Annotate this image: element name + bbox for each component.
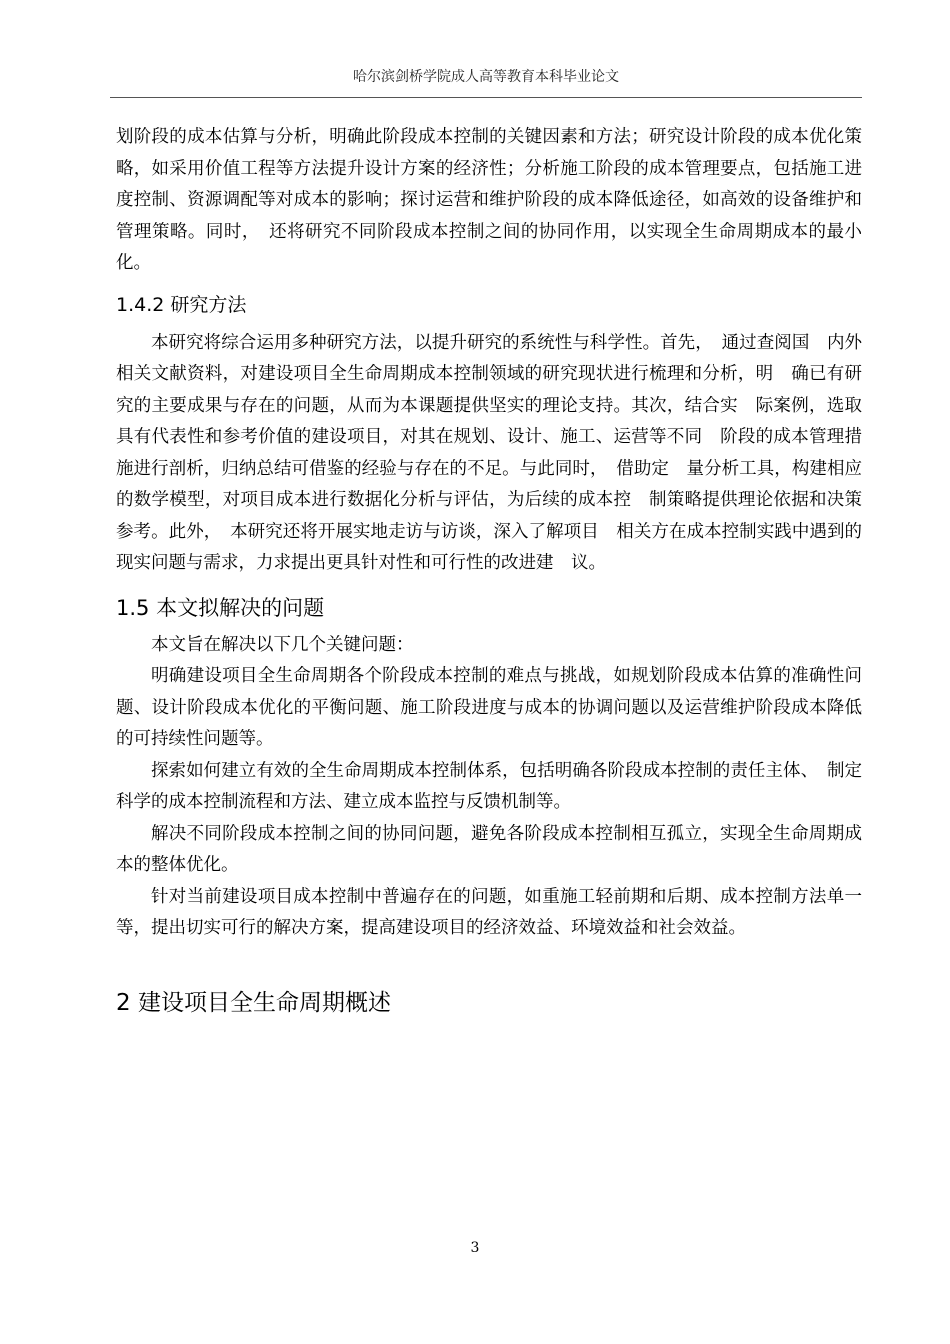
paragraph-1: 划阶段的成本估算与分析，明确此阶段成本控制的关键因素和方法；研究设计阶段的成本优化策略，如采用价值工程等方法提升设计方案的经济性；分析施工阶段的成本管理要点，包括施工进度控制、资源调配等对成本的影响；探讨运营和维护阶段的成本降低途径，如高效的设备维护和管理策略。同时， 还将研究不同阶段成本控制之间的协同作用，以实现全生命周期成本的最小化。: [116, 127, 862, 273]
paragraph-6: 解决不同阶段成本控制之间的协同问题，避免各阶段成本控制相互孤立，实现全生命周期成本的整体优化。: [116, 823, 862, 875]
paragraph-2: 本研究将综合运用多种研究方法，以提升研究的系统性与科学性。首先， 通过查阅国 内外相关文献资料，对建设项目全生命周期成本控制领域的研究现状进行梳理和分析，明 确已有研究的主要成果与存在的问题，从而为本课题提供坚实的理论支持。其次，结合实 际案例，选取具有代表性和参考价值的建设项目，对其在规划、设计、施工、运营等不同 阶段的成本管理措施进行剖析，归纳总结可借鉴的经验与存在的不足。与此同时， 借助定 量分析工具，构建相应的数学模型，对项目成本进行数据化分析与评估，为后续的成本控 制策略提供理论依据和决策参考。此外， 本研究还将开展实地走访与访谈，深入了解项目 相关方在成本控制实践中遇到的现实问题与需求，力求提出更具针对性和可行性的改进建 议。: [116, 332, 862, 573]
paragraph-7: 针对当前建设项目成本控制中普遍存在的问题，如重施工轻前期和后期、成本控制方法单一等，提出切实可行的解决方案，提高建设项目的经济效益、环境效益和社会效益。: [116, 886, 862, 938]
page-header: 哈尔滨剑桥学院成人高等教育本科毕业论文: [353, 69, 619, 85]
paragraph-3: 本文旨在解决以下几个关键问题：: [151, 634, 414, 655]
chapter-heading-2: 2 建设项目全生命周期概述: [116, 989, 391, 1016]
section-heading-1-4-2: 1.4.2 研究方法: [116, 293, 247, 316]
header-rule: [110, 97, 862, 98]
paragraph-4: 明确建设项目全生命周期各个阶段成本控制的难点与挑战，如规划阶段成本估算的准确性问题、设计阶段成本优化的平衡问题、施工阶段进度与成本的协调问题以及运营维护阶段成本降低的可持续性问题等。: [116, 666, 862, 749]
paragraph-5: 探索如何建立有效的全生命周期成本控制体系，包括明确各阶段成本控制的责任主体、 制定科学的成本控制流程和方法、建立成本监控与反馈机制等。: [116, 760, 862, 812]
page-content: [116, 122, 862, 1021]
section-heading-1-5: 1.5 本文拟解决的问题: [116, 595, 325, 620]
page-number: 3: [470, 1240, 480, 1256]
